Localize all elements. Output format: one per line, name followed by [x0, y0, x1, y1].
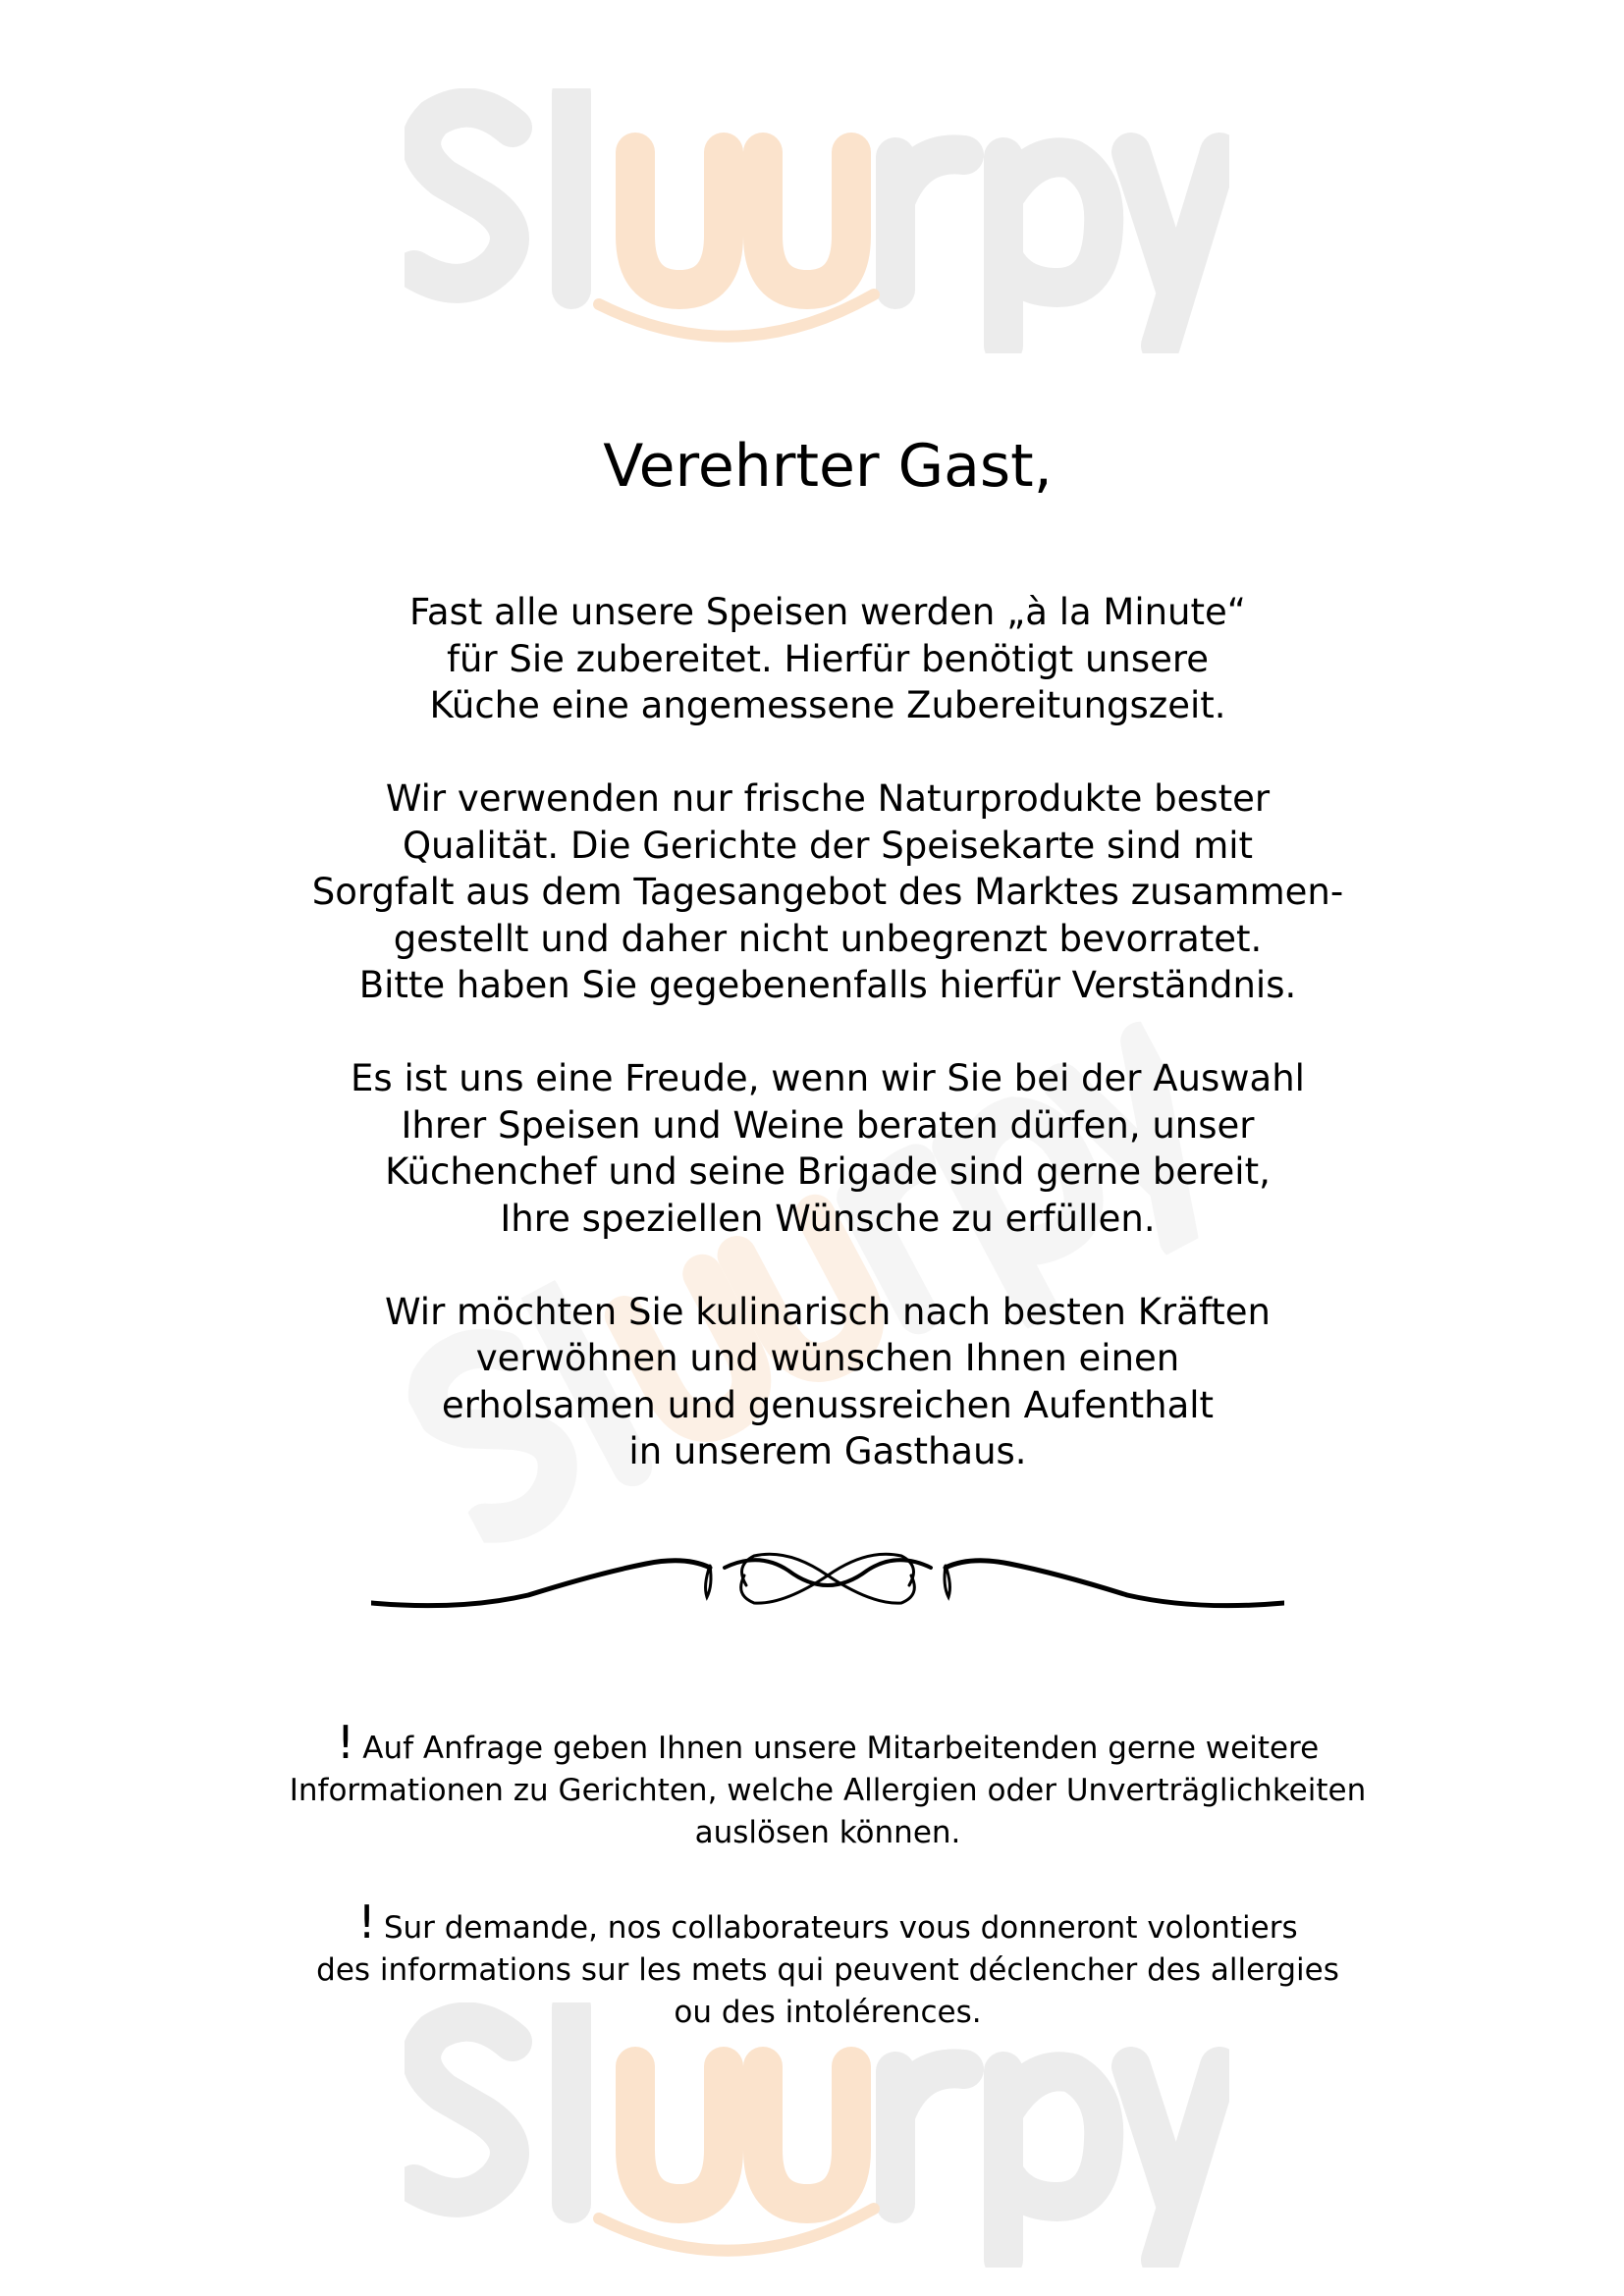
text-line: ou des intolérences. [674, 1995, 982, 2030]
text-line: für Sie zubereitet. Hierfür benötigt unsere [446, 637, 1210, 680]
watermark-smile-icon [589, 285, 884, 363]
logo-letter-u [763, 152, 851, 290]
watermark-smile-icon [589, 2199, 884, 2277]
note-first-line [0, 1896, 1624, 1949]
logo-letter-u [763, 2066, 851, 2204]
paragraph [0, 775, 1624, 1009]
text-line: Auf Anfrage geben Ihnen unsere Mitarbeitenden gerne weitere [362, 1731, 1320, 1766]
exclamation-icon: ! [336, 1716, 355, 1769]
text-line: Fast alle unsere Speisen werden „à la Minute“ [409, 591, 1246, 633]
text-line: Wir möchten Sie kulinarisch nach besten Kräften [385, 1290, 1271, 1333]
paragraph [0, 1289, 1624, 1475]
text-line: Bitte haben Sie gegebenenfalls hierfür Verständnis. [358, 964, 1297, 1006]
text-line: auslösen können. [694, 1815, 961, 1850]
text-line: Wir verwenden nur frische Naturprodukte bester [385, 777, 1271, 820]
logo-letter-u [635, 152, 724, 290]
text-line: in unserem Gasthaus. [628, 1430, 1027, 1472]
allergy-notes [0, 1716, 1624, 2087]
logo-letter-s [414, 108, 513, 284]
logo-letter-y [1131, 152, 1219, 346]
logo-letter-p [1003, 2071, 1104, 2260]
text-line: erholsamen und genussreichen Aufenthalt [441, 1383, 1215, 1426]
logo-letter-r [895, 154, 964, 290]
text-line: Sur demande, nos collaborateurs vous donneront volontiers [383, 1910, 1298, 1946]
text-line: gestellt und daher nicht unbegrenzt bevorratet. [393, 917, 1263, 960]
text-line: Es ist uns eine Freude, wenn wir Sie bei der Auswahl [351, 1057, 1305, 1099]
ornament-divider-icon [371, 1546, 1284, 1615]
text-line: verwöhnen und wünschen Ihnen einen [475, 1337, 1180, 1379]
allergy-note-de [0, 1716, 1624, 1854]
text-line: Qualität. Die Gerichte der Speisekarte sind mit [402, 824, 1254, 867]
paragraph [0, 589, 1624, 729]
text-line: Küche eine angemessene Zubereitungszeit. [429, 684, 1226, 726]
text-line: Sorgfalt aus dem Tagesangebot des Marktes zusammen- [311, 871, 1344, 913]
page-title: Verehrter Gast, [603, 432, 1053, 501]
logo-letter-y [1131, 2066, 1219, 2260]
logo-letter-r [895, 2068, 964, 2204]
text-line: des informations sur les mets qui peuvent déclencher des allergies [316, 1952, 1339, 1988]
note-first-line [0, 1716, 1624, 1770]
text-line: Informationen zu Gerichten, welche Allergien oder Unverträglichkeiten [289, 1773, 1367, 1808]
text-line: Küchenchef und seine Brigade sind gerne bereit, [385, 1150, 1271, 1193]
exclamation-icon: ! [357, 1896, 376, 1949]
welcome-text [0, 589, 1624, 1522]
allergy-note-fr [0, 1896, 1624, 2034]
text-line: Ihre speziellen Wünsche zu erfüllen. [500, 1197, 1156, 1240]
logo-letter-p [1003, 157, 1104, 346]
paragraph [0, 1055, 1624, 1242]
logo-letter-u [635, 2066, 724, 2204]
text-line: Ihrer Speisen und Weine beraten dürfen, unser [401, 1103, 1255, 1147]
